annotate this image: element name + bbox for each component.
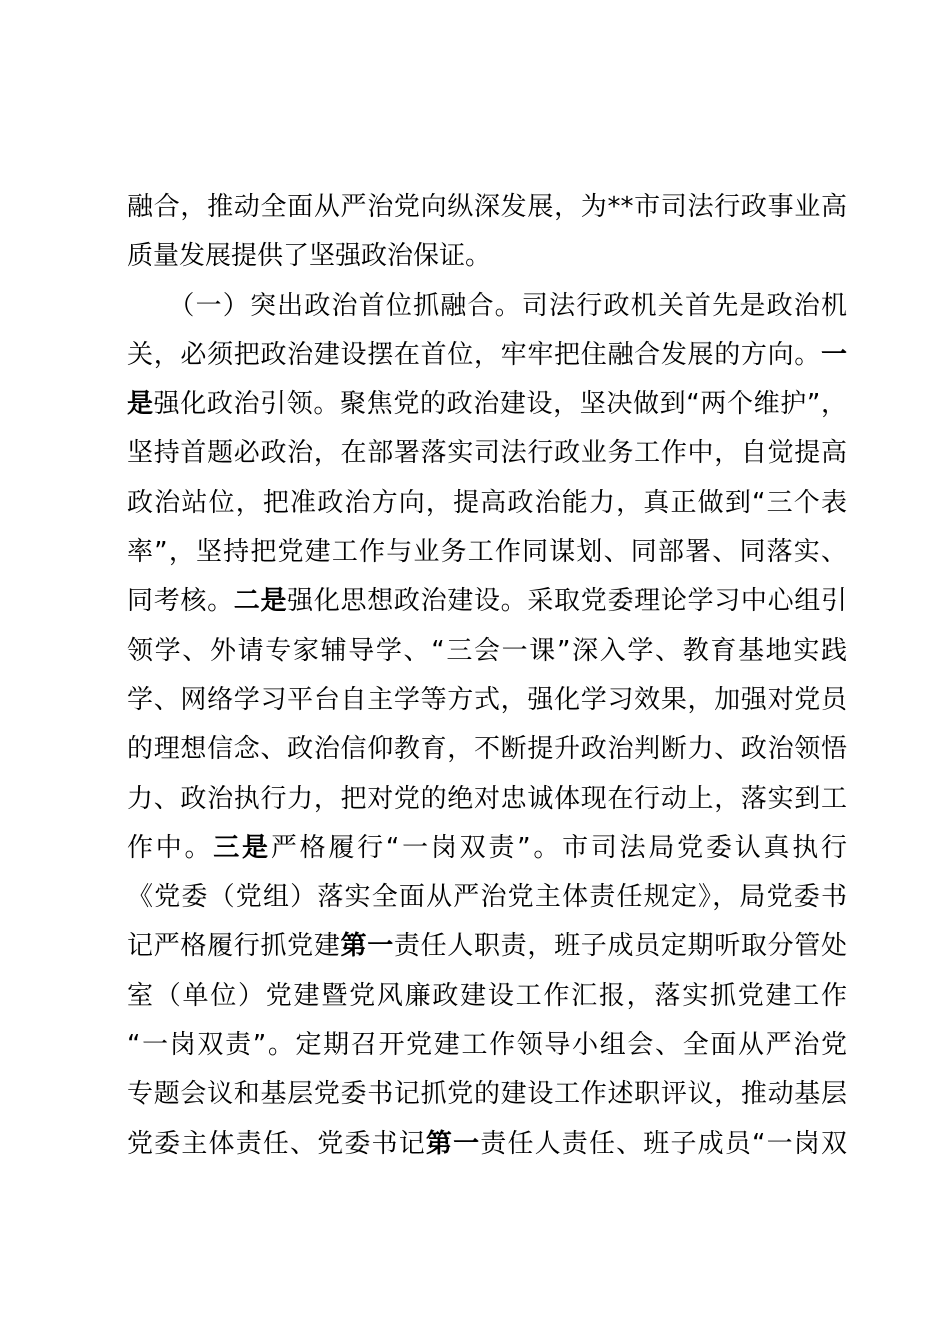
text-segment: 政治站位，把准政治方向，提高政治能力，真正做到“三个表 [127,487,847,518]
text-segment: 专题会议和基层党委书记抓党的建设工作述职评议，推动基层 [127,1079,847,1110]
body-text [127,183,847,1169]
text-segment: 领学、外请专家辅导学、“三会一课”深入学、教育基地实践 [127,635,847,666]
text-line [127,676,847,725]
text-segment: 强化政治引领。聚焦党的政治建设，坚决做到“两个维护”， [153,389,847,420]
bold-text: 二是 [233,586,288,617]
text-line [127,972,847,1021]
text-line [127,232,847,281]
text-line [127,331,847,380]
text-segment: 力、政治执行力，把对党的绝对忠诚体现在行动上，落实到工 [127,783,847,814]
text-segment: 室（单位）党建暨党风廉政建设工作汇报，落实抓党建工作 [127,980,847,1011]
text-segment: 坚持首题必政治，在部署落实司法行政业务工作中，自觉提高 [127,438,847,469]
text-line [127,1021,847,1070]
text-line [127,1120,847,1169]
text-segment: 强化思想政治建设。采取党委理论学习中心组引 [287,586,847,617]
text-segment: 责任人职责，班子成员定期听取分管处 [393,931,847,962]
text-line [127,1070,847,1119]
text-segment: 严格履行“一岗双责”。市司法局党委认真执行 [270,832,847,863]
text-line [127,577,847,626]
text-line [127,627,847,676]
text-line [127,528,847,577]
text-segment: 记严格履行抓党建 [127,931,341,962]
text-line [127,282,847,331]
text-segment: 责任人责任、班子成员“一岗双 [480,1128,847,1159]
bold-text: 一 [820,339,847,370]
text-line [127,922,847,971]
text-segment: 融合，推动全面从严治党向纵深发展，为**市司法行政事业高 [127,192,847,222]
text-line [127,183,847,232]
text-line [127,775,847,824]
text-segment: 的理想信念、政治信仰教育，不断提升政治判断力、政治领悟 [127,734,847,765]
text-segment: 质量发展提供了坚强政治保证。 [127,241,492,272]
text-segment: 学、网络学习平台自主学等方式，强化学习效果，加强对党员 [127,684,847,715]
text-segment: 同考核。 [127,586,234,617]
text-segment: 关，必须把政治建设摆在首位，牢牢把住融合发展的方向。 [127,339,821,370]
text-segment: （一）突出政治首位抓融合。司法行政机关首先是政治机 [127,290,847,321]
bold-text: 是 [127,389,154,420]
text-line [127,380,847,429]
text-segment: 作中。 [127,832,214,863]
bold-text: 第一 [340,931,394,962]
text-segment: 率”，坚持把党建工作与业务工作同谋划、同部署、同落实、 [127,537,847,568]
text-line [127,873,847,922]
bold-text: 第一 [425,1128,481,1159]
text-segment: “一岗双责”。定期召开党建工作领导小组会、全面从严治党 [127,1030,847,1061]
text-line [127,429,847,478]
text-segment: 党委主体责任、党委书记 [127,1128,426,1159]
text-line [127,479,847,528]
text-line [127,824,847,873]
bold-text: 三是 [213,832,271,863]
text-line [127,725,847,774]
text-segment: 《党委（党组）落实全面从严治党主体责任规定》，局党委书 [127,882,847,913]
